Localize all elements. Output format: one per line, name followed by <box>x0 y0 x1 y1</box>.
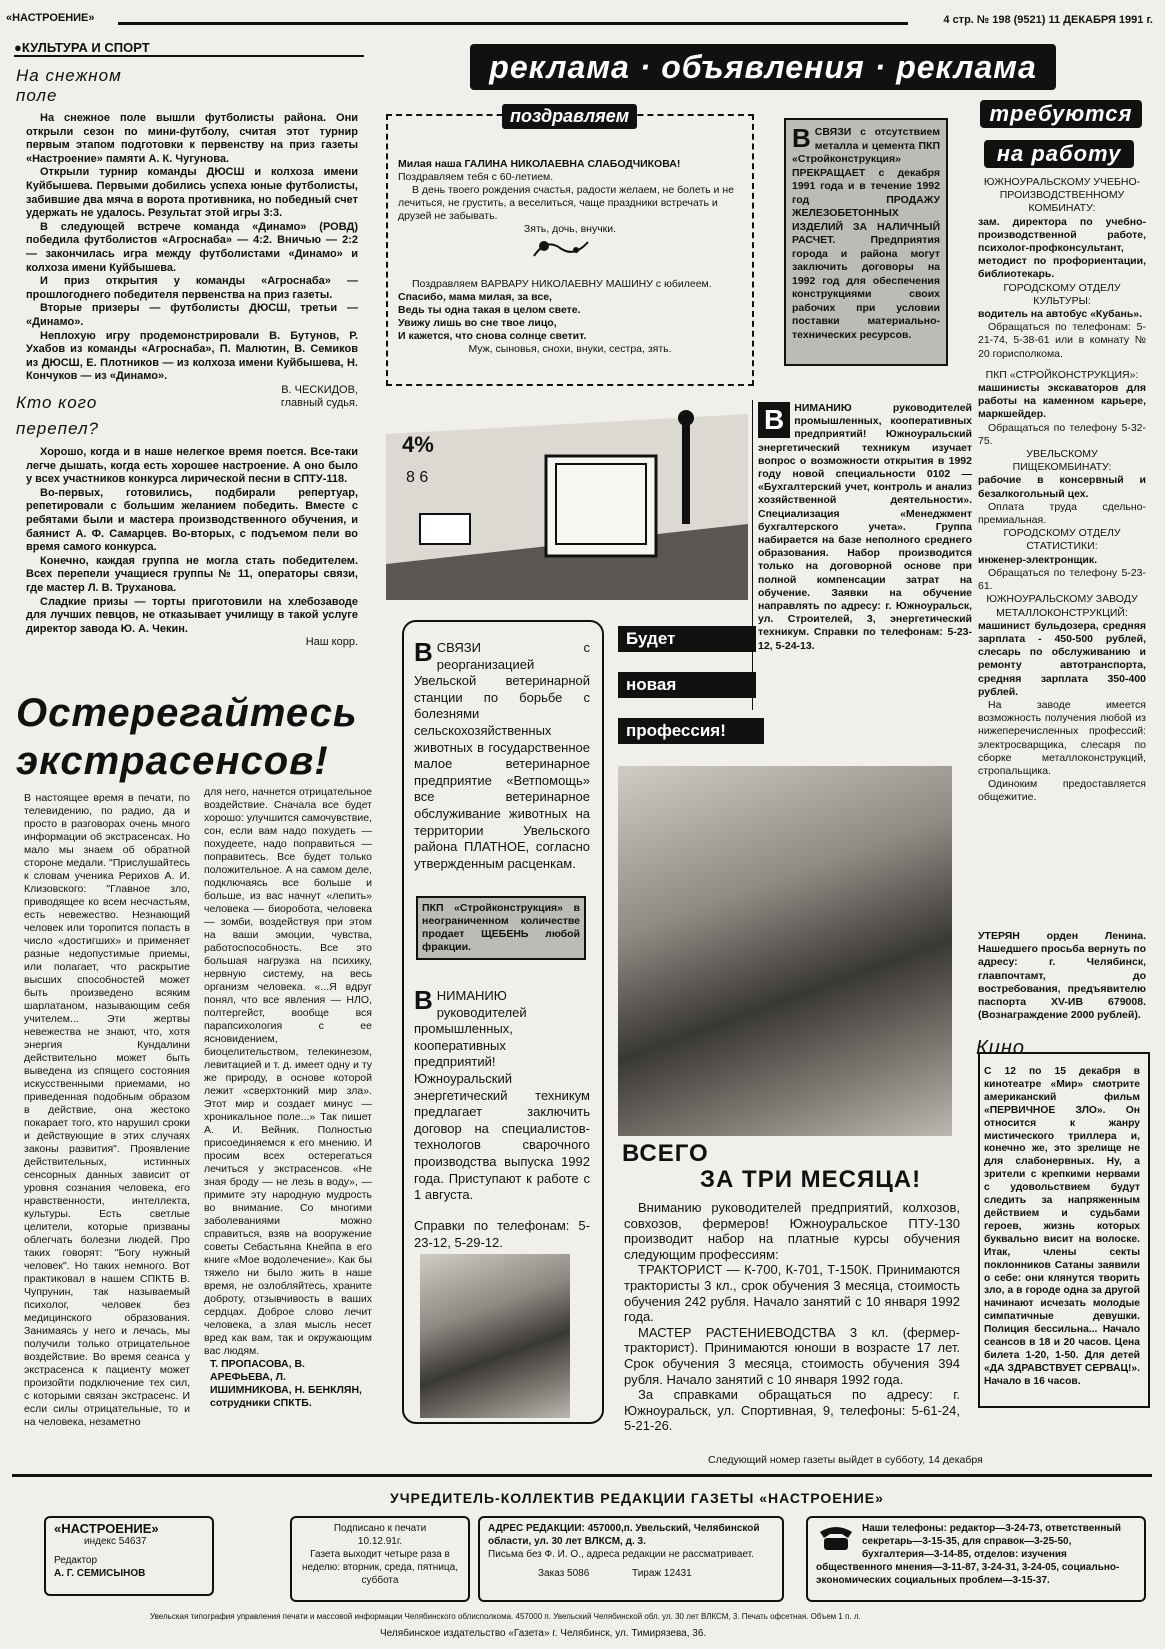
employer: ГОРОДСКОМУ ОТДЕЛУ КУЛЬТУРЫ: <box>1003 281 1121 307</box>
promo-text <box>624 1200 960 1434</box>
kino-title: Кино <box>976 1037 1026 1059</box>
signed-label: Подписано к печати <box>333 1523 427 1534</box>
author-role: главный судья. <box>280 397 358 410</box>
ads-banner: реклама · объявления · реклама <box>470 44 1056 90</box>
vacancies: машинисты экскаваторов для работы на каменном карьере, маркшейдер. <box>978 382 1146 421</box>
employer: ЮЖНОУРАЛЬСКОМУ ЗАВОДУ МЕТАЛЛОКОНСТРУКЦИЙ: <box>986 593 1138 619</box>
notice-text <box>792 123 940 342</box>
author: Наш корр. <box>305 636 358 649</box>
article-body <box>26 112 358 411</box>
article-body <box>26 446 358 650</box>
footer-name-box <box>44 1516 214 1596</box>
congrats-line: Поздравляем ВАРВАРУ НИКОЛАЕВНУ МАШИНУ с юбилеем. <box>412 278 712 290</box>
contact: Обращаться по телефонам: 5-21-74, 5-38-61 или в комнату № 20 горисполкома. <box>978 321 1146 360</box>
lost-notice: УТЕРЯН орден Ленина. Нашедшего просьба вернуть по адресу: г. Челябинск, главпочтамт, до востребования, предъявителю паспорта XV-ИВ 679008. (Вознаграждение 2000 рублей). <box>978 930 1146 1022</box>
circulation: Тираж 12431 <box>632 1568 692 1579</box>
kino-text: С 12 по 15 декабря в кинотеатре «Мир» смотрите американский фильм «ПЕРВИЧНОЕ ЗЛО». Он относится к жанру мистического триллера и, конечно же, это зрелище не для слабонервных. Ну, а зрители с крепкими нервами с удовольствием будут следить за напряженным действием и судьбами героев, жизнь которых буквально висит на волоске. Итак, члены секты поклонников Сатаны заявили о себе: они клянутся творить зло, а в городе одна за другой начинают исчезать молодые симпатичные девушки. Полиция бессильна... Начало сеансов в 18 и 20 часов. Цена билета 1-20, 1-50. Для детей «ДА ЗДРАВСТВУЕТ СЕРВАЦ!». Начало в 16 часов. <box>984 1066 1140 1387</box>
phones: Справки по телефонам: 5-23-12, 5-29-12. <box>414 1218 590 1250</box>
congrats-tag: поздравляем <box>502 104 637 129</box>
paragraph: И приз открытия у команды «Агроснаба» — прошлогоднего победителя первенства на приз газеты. <box>26 275 358 301</box>
vacancies: машинист бульдозера, средняя зарплата - 450-500 рублей, слесарь по обслуживанию и ремонту автотранспорта, средняя зарплата 350-400 рублей. <box>978 619 1146 698</box>
paragraph: Хорошо, когда и в наше нелегкое время поется. Все-таки легче дышать, когда есть хорошее настроение. А оно было у всех участников конкурса лирической песни в СПТУ-118. <box>26 446 358 486</box>
vacancies: инженер-электронщик. <box>978 553 1097 566</box>
newspaper-name: «НАСТРОЕНИЕ» <box>54 1521 159 1536</box>
congrats-line: Зять, дочь, внучки. <box>523 223 617 235</box>
footer-phones-box <box>806 1516 1146 1602</box>
congrats-line: И кажется, что снова солнце светит. <box>398 330 587 342</box>
jobs-list <box>978 176 1146 805</box>
notice-body: СВЯЗИ с отсутствием металла и цемента ПКП «Стройконструкция» ПРЕКРАЩАЕТ с декабря 1991 года и в течение 1992 год ПРОДАЖУ ЖЕЛЕЗОБЕТОННЫХ ИЗДЕЛИЙ ЗА НАЛИЧНЫЙ РАСЧЕТ. Предприятия города и района могут заключить договоры на 1992 год для обеспечения конструкциями своих рабочих при условии поставки материально-технических ресурсов. <box>792 126 940 341</box>
letters-note: Письма без Ф. И. О., адреса редакции не рассматривает. <box>488 1549 754 1560</box>
editor-label: Редактор <box>54 1555 98 1566</box>
printer-info: Увельская типография управления печати и массовой информации Челябинского облисполкома. 457000 п. Увельский Челябинской обл. ул. 30 лет ВЛКСМ, 3. Печать офсетная. Объем 1 п. л. <box>150 1612 861 1621</box>
contact: Оплата труда сдельно-премиальная. <box>978 500 1146 527</box>
article-column: для него, начнется отрицательное воздействие. Сначала все будет хорошо: улучшится самочувствие, сон, если вам надо похудеть — похудеете, надо поправиться — поправитесь. Все будет только положительное. А на самом деле, подключаясь все больше и больше, из вас начнут «лепить» человека — биоробота, человека — зомби, воздействуя при этом на ваши эмоции, чувства, работоспособность. Все это большая нагрузка на психику, нервную систему, на весь организм человека. «...Я вдруг понял, что все явления — НЛО, полтергейст, вообще вся парапсихология с ее ясновидением, биоцелительством, телекинезом, левитацией и т. д. имеет одну и ту же природу, в основе которой лежит «сверхтонкий мир зла». Этот мир и создает минус —хроникальное поле...» Так пишет А. И. Вейник. Полностью присоединяемся к его мнению. И просим всех остерегаться лечиться у экстрасенсов. «Не зная броду — не лезь в воду», — примите эту народную мудрость во внимание. Со многими заболеваниями можно справиться, взяв на вооружение советы Себастьяна Кнейпа в его книге «Мое водолечение». Как бы тяжело ни было жить в наше время, не озлобляйтесь, храните доброту, отзывчивость в ваших сердцах. Доброе слово лечит человека, а злая мысль несет вред как вам, так и окружающим вас людям. <box>204 786 372 1357</box>
promo-headline-1: ВСЕГО <box>622 1140 709 1167</box>
jobs-title-1: требуются <box>980 100 1142 128</box>
office-illustration <box>386 404 748 600</box>
paragraph: Неплохую игру продемонстрировали В. Бутунов, Р. Ухабов из команды «Агроснаба», П. Малютин, В. Семиков из ДЮСШ, Е. Плотников — из колхоза имени Куйбышева, Н. Кончуков — из «Динамо». <box>26 329 358 383</box>
issue-info: 4 стр. № 198 (9521) 11 ДЕКАБРЯ 1991 г. <box>943 14 1153 26</box>
vacancies: зам. директора по учебно-производственной работе, психолог-профконсультант, методист по профориентации, библиотекарь. <box>978 215 1146 281</box>
vacancies: водитель на автобус «Кубань». <box>978 308 1143 321</box>
promo-headline-2: ЗА ТРИ МЕСЯЦА! <box>700 1166 922 1193</box>
promo-bar: профессия! <box>618 718 764 744</box>
notice-text <box>414 985 590 1204</box>
vacancies: рабочие в консервный и безалкогольный цех. <box>978 474 1146 500</box>
address: АДРЕС РЕДАКЦИИ: 457000,п. Увельский, Челябинской области, ул. 30 лет ВЛКСМ, д. 3. <box>488 1523 760 1547</box>
next-issue: Следующий номер газеты выйдет в субботу, 14 декабря <box>708 1454 983 1466</box>
editor-name: А. Г. СЕМИСЫНОВ <box>54 1568 146 1579</box>
congrats-text <box>398 158 742 236</box>
footer-title: УЧРЕДИТЕЛЬ-КОЛЛЕКТИВ РЕДАКЦИИ ГАЗЕТЫ «НАСТРОЕНИЕ» <box>390 1490 884 1506</box>
paragraph: В следующей встрече команда «Динамо» (РОВД) победила футболистов «Агроснаба» — 4:2. Вничью — 2:2 — закончилась игра между футболистами «Динамо» и колхоза имени Куйбышева. <box>26 220 358 274</box>
congrats-text <box>398 278 742 356</box>
note: Одиноким предоставляется общежитие. <box>978 778 1146 804</box>
paragraph: Сладкие призы — торты приготовили на хлебозаводе для лучших певцов, не отказывает училищу в такой услуге директор завода Ю. А. Чекин. <box>26 595 358 635</box>
newspaper-name: «НАСТРОЕНИЕ» <box>6 12 95 24</box>
note: На заводе имеется возможность получения любой из нижеперечисленных профессий: электросварщика, слесаря по сборке металлоконструкций, стропальщика. <box>978 698 1146 777</box>
jobs-title-2: на работу <box>984 140 1134 168</box>
author: В. ЧЕСКИДОВ, <box>281 383 358 396</box>
drop-cap: В <box>414 637 433 667</box>
section-title: ●КУЛЬТУРА И СПОРТ <box>14 40 364 57</box>
tractor-photo <box>618 766 952 1136</box>
notice-body: НИМАНИЮ руководителей промышленных, кооперативных предприятий! Южноуральский энергетический техникум предлагает заключить договор на специалистов-технологов сварочного производства выпуска 1992 года. Приступают к работе с 1 августа. <box>414 988 590 1203</box>
order-number: Заказ 5086 <box>538 1568 590 1579</box>
contact: Обращаться по телефону 5-23-61. <box>978 566 1146 593</box>
paragraph: ТРАКТОРИСТ — К-700, К-701, Т-150К. Принимаются трактористы 3 кл., срок обучения 3 месяца, стоимость обучения 242 рубля. Начало занятий с 10 января 1992 года. <box>624 1262 960 1325</box>
gravel-notice: ПКП «Стройконструкция» в неограниченном количестве продает ЩЕБЕНЬ любой фракции. <box>416 896 586 960</box>
paragraph: Открыли турнир команды ДЮСШ и колхоза имени Куйбышева. Первыми добились успеха юные футболисты, забившие два мяча в ворота противника, но победный счет удержать не удалось. Результат этой игры 3:3. <box>26 166 358 220</box>
promo-bar: Будет <box>618 626 756 652</box>
paragraph: МАСТЕР РАСТЕНИЕВОДСТВА 3 кл. (фермер-тракторист). Принимаются юноши в возрасте 17 лет. Срок обучения 3 месяца, стоимость обучения 394 рубля. Начало занятий с 10 января 1992 года. <box>624 1324 960 1387</box>
header-rule <box>118 22 908 25</box>
employer: ЮЖНОУРАЛЬСКОМУ УЧЕБНО-ПРОИЗВОДСТВЕННОМУ КОМБИНАТУ: <box>983 176 1141 215</box>
employer: УВЕЛЬСКОМУ ПИЩЕКОМБИНАТУ: <box>1012 448 1112 474</box>
footer-rule <box>12 1474 1152 1477</box>
headline-line-1: Остерегайтесь <box>16 691 358 735</box>
index: индекс 54637 <box>84 1536 147 1547</box>
congrats-line: Муж, сыновья, снохи, внуки, сестра, зять. <box>468 343 672 355</box>
notice-text <box>414 637 590 872</box>
article-signature: Т. ПРОПАСОВА, В. АРЕФЬЕВА, Л. ИШИМНИКОВА, Н. БЕНКЛЯН, сотрудники СПКТБ. <box>210 1358 362 1409</box>
phones: Наши телефоны: редактор—3-24-73, ответственный секретарь—3-15-35, для справок—3-25-50, бухгалтерия—3-14-85, отделов: изучения общественного мнения—3-11-87, 3-24-31, 3-24-05, социально-экономических социальных проблем—3-15-37. <box>816 1523 1122 1586</box>
paragraph: Во-первых, готовились, подбирали репертуар, репетировали с большим желанием победить. Вместе с ребятами были и мастера производственного обучения, и баянист А. Ф. Самарцев. Во-вторых, с подъемом пели во время самого конкурса. <box>26 486 358 554</box>
schedule: Газета выходит четыре раза в неделю: вторник, среда, пятница, суббота <box>302 1549 458 1586</box>
footer-address-box <box>478 1516 784 1602</box>
article-column: В настоящее время в печати, по телевидению, по радио, да и просто в разговорах очень много информации об экстрасенсах. Но мало мы знаем об обратной стороне медали. "Прислушайтесь к словам ученика Рерихов А. И. Клизовского: "Главное зло, приводящее ко всем несчастьям, есть невежество. Незнающий человек или торопится попасть в число «достигших» и применяет разные недопустимые приемы, или полагает, что раскрытие высших способностей может быть произведено всяким шарлатаном, называющим себя учителем... Эти жертвы невежества не знают, что, хотя энергия Кундалини действительно может быть выведена из спящего состояния искусственными приемами, но приведенная подобным образом в действие, она жестоко покарает того, кто нарушил сроки и действующие в этих случаях законы развития". Проявление действительных, истинных сенсорных данных зависит от уровня сознания человека, его нравственности, интеллекта, культуры. Есть светлые целители, которые призваны облегчать болезни людей. Про таких говорят: "Богу нужный человек". Но таких немного. Вот практиковал в нашем СПКТБ В. Чупрунин, так называемый психолог, человек без медицинского образования. Занимаясь у него и лечась, мы получили только отрицательное воздействие. Во время сеанса у экстрасенса к пациенту может произойти подключение тех сил, с которыми связан экстрасенс. И если силы отрицательные, то и на человека, незаметно <box>24 792 190 1428</box>
congrats-line: Поздравляем тебя с 60-летием. <box>398 171 554 183</box>
congrats-line: В день твоего рождения счастья, радости желаем, не болеть и не лечиться, не грустить, а веселиться, чаще праздники встречать и друзей не забывать. <box>398 184 734 222</box>
paragraph: За справками обращаться по адресу: г. Южноуральск, ул. Спортивная, 9, телефоны: 5-61-24, 5-21-26. <box>624 1387 960 1434</box>
drop-cap: В <box>792 123 811 153</box>
article-headline: Кто кого перепел? <box>16 393 100 438</box>
notice-body: СВЯЗИ с реорганизацией Увельской ветеринарной станции по борьбе с болезнями сельскохозяйственных животных в государственное малое ветеринарное предприятие «Ветпомощь» все ветеринарное обслуживание животных на территории Увельского района ПЛАТНОЕ, согласно утвержденным расценкам. <box>414 640 590 871</box>
telephone-icon <box>816 1522 856 1552</box>
paragraph: Конечно, каждая группа не могла стать победителем. Всех перепели учащиеся группы № 11, операторы связи, где мастер Л. В. Труханова. <box>26 554 358 594</box>
drop-cap: В <box>758 402 790 438</box>
svg-text:8 6: 8 6 <box>406 469 429 486</box>
promo-bar: новая <box>618 672 756 698</box>
congrats-line: Ведь ты одна такая в целом свете. <box>398 304 581 316</box>
page-header <box>0 6 1165 34</box>
congrats-line: Милая наша ГАЛИНА НИКОЛАЕВНА СЛАБОДЧИКОВА! <box>398 158 681 170</box>
congrats-line: Спасибо, мама милая, за все, <box>398 291 552 303</box>
headline-line-2: экстрасенсов! <box>16 739 329 783</box>
notice-text <box>758 402 972 653</box>
paragraph: Вторые призеры — футболисты ДЮСШ, третьи — «Динамо». <box>26 302 358 328</box>
publisher-info: Челябинское издательство «Газета» г. Челябинск, ул. Тимирязева, 36. <box>380 1628 707 1639</box>
article-headline: На снежном поле <box>16 66 122 105</box>
drop-cap: В <box>414 985 433 1015</box>
paragraph: На снежное поле вышли футболисты района. Они открыли сезон по мини-футболу, считая этот турнир первым этапом подготовки к первенству на приз газеты «Настроение» памяти А. К. Чугунова. <box>26 112 358 165</box>
employer: ГОРОДСКОМУ ОТДЕЛУ СТАТИСТИКИ: <box>1003 527 1121 553</box>
svg-text:4%: 4% <box>402 432 434 457</box>
column-rule <box>752 400 753 710</box>
contact: Обращаться по телефону 5-32-75. <box>978 421 1146 447</box>
notice-body: НИМАНИЮ руководителей промышленных, кооперативных предприятий! Южноуральский энергетический техникум изучает вопрос о возможности открытия в 1992 году новой специальности 0102 — «Бухгалтерский учет, контроль и анализ хозяйственной деятельности». Специализация «Менеджмент бухгалтерского учета». Группа набирается на базе неполного среднего образования. Набор производится только на договорной основе при полной компенсации затрат на обучение. Заявки на обучение направлять по адресу: г. Южноуральск, ул. Строителей, 3, энергетический техникум. Справки по телефонам: 5-23-12, 5-24-13. <box>758 402 972 652</box>
paragraph: Вниманию руководителей предприятий, колхозов, совхозов, фермеров! Южноуральское ПТУ-130 производит набор на платные курсы обучения следующим профессиям: <box>624 1200 960 1262</box>
signed-date: 10.12.91г. <box>357 1536 403 1547</box>
footer-print-box <box>290 1516 470 1602</box>
employer: ПКП «СТРОЙКОНСТРУКЦИЯ»: <box>985 368 1139 381</box>
portrait-photo <box>420 1254 570 1418</box>
flower-icon <box>530 234 594 264</box>
congrats-line: Увижу лишь во сне твое лицо, <box>398 317 557 329</box>
notice-box <box>784 118 948 366</box>
